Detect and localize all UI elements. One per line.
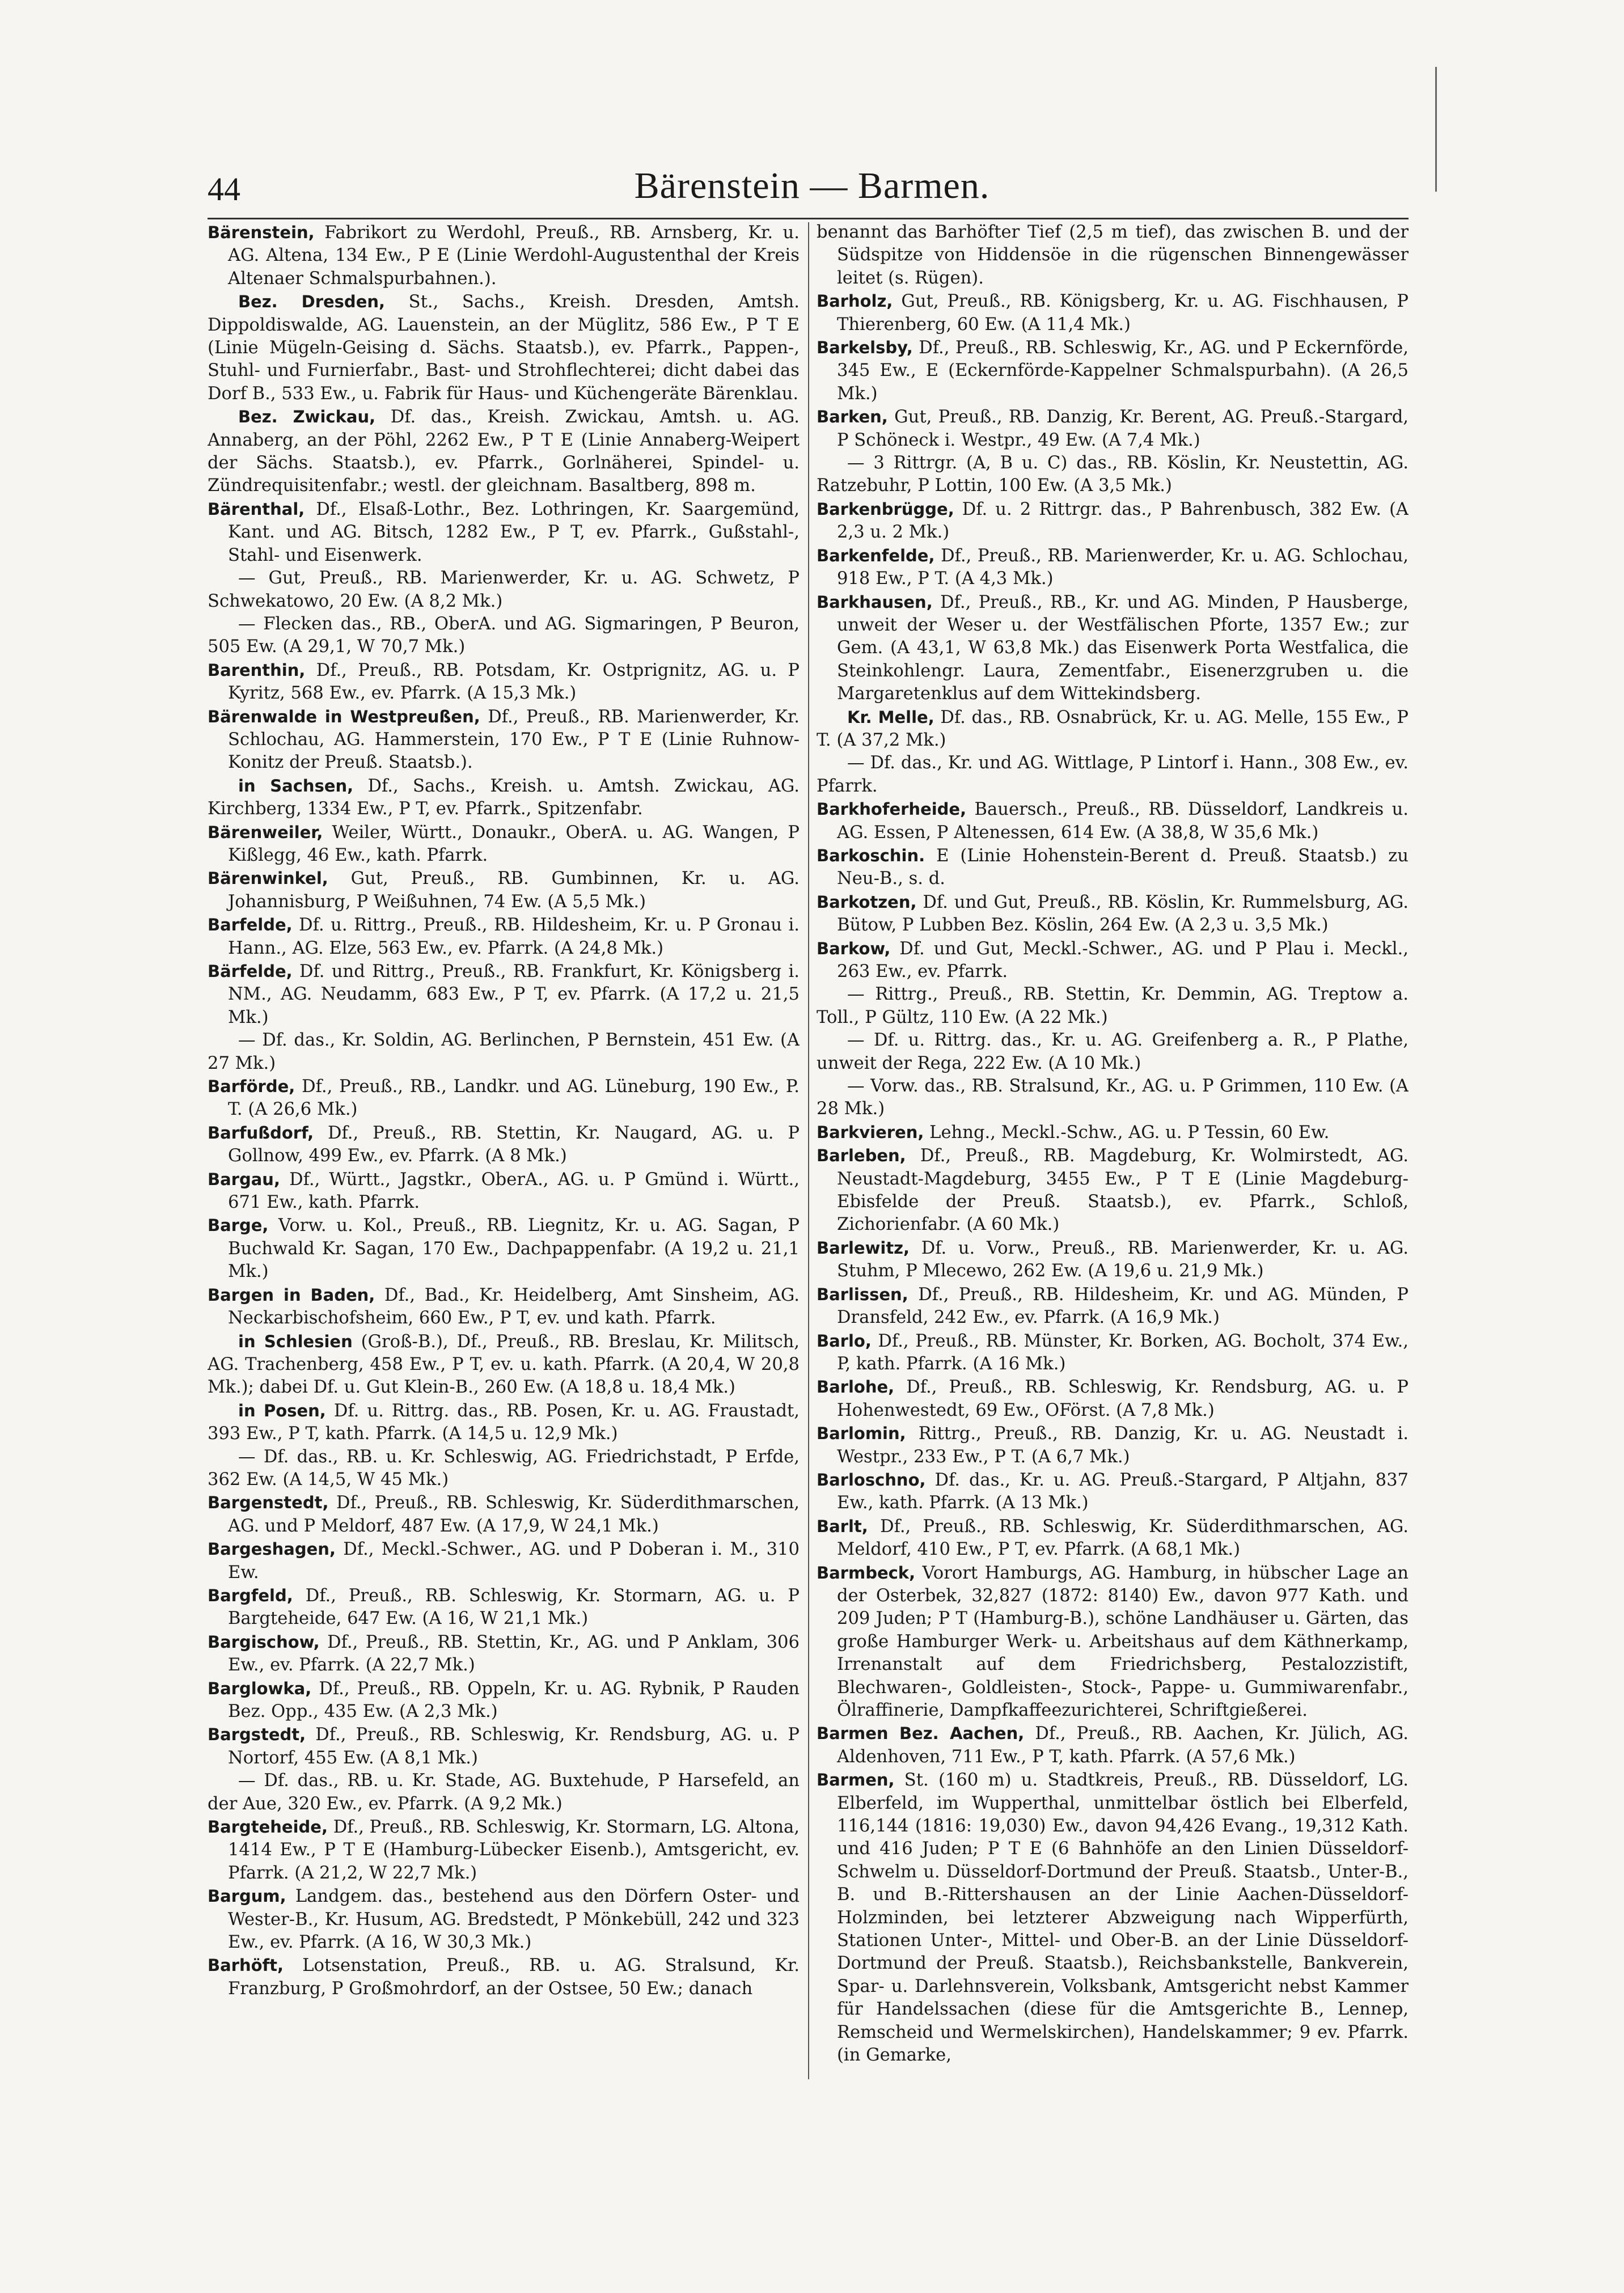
entry-text: Gut, Preuß., RB. Königsberg, Kr. u. AG. Fischhausen, P Thierenberg, 60 Ew. (A 11,4 Mk.) (837, 291, 1409, 335)
entry-text: Df., Preuß., RB., Landkr. und AG. Lüneburg, 190 Ew., P. T. (A 26,6 Mk.) (228, 1077, 800, 1120)
entry-text: Gut, Preuß., RB. Gumbinnen, Kr. u. AG. Johannisburg, P Weißuhnen, 74 Ew. (A 5,5 Mk.) (228, 869, 800, 912)
entry-text: Df. u. Rittrg., Preuß., RB. Hildesheim, Kr. u. P Gronau i. Hann., AG. Elze, 563 Ew., ev. Pfarrk. (A 24,8 Mk.) (228, 915, 800, 958)
entry-text: Vorort Hamburgs, AG. Hamburg, in hübscher Lage an der Osterbek, 32,827 (1872: 8140) Ew., davon 977 Kath. und 209 Juden; P T (Hamburg-B.), schöne Landhäuser u. Gärten, das große Hamburger Werk- u. Arbeitshaus auf dem Käthnerkamp, Irrenanstalt auf dem Friedrichsberg, Pestalozzistift, Blechwaren-, Goldleisten-, Stock-, Pappe- u. Gummiwarenfabr., Ölraffinerie, Dampfkaffeezurichterei, Schriftgießerei. (837, 1563, 1409, 1720)
dictionary-entry (208, 1029, 800, 1075)
dictionary-entry (208, 1122, 800, 1168)
dictionary-entry (817, 1469, 1409, 1515)
entry-text: — Df. das., RB. u. Kr. Schleswig, AG. Friedrichstadt, P Erfde, 362 Ew. (A 14,5, W 45 Mk.) (208, 1446, 800, 1490)
dictionary-entry (208, 1816, 800, 1885)
entry-headword: Barmen Bez. Aachen, (817, 1724, 1025, 1744)
dictionary-entry (208, 1284, 800, 1330)
entry-text: Df. und Rittrg., Preuß., RB. Frankfurt, Kr. Königsberg i. NM., AG. Neudamm, 683 Ew., P T, ev. Pfarrk. (A 17,2 u. 21,5 Mk.) (228, 962, 800, 1027)
entry-text: — Gut, Preuß., RB. Marienwerder, Kr. u. AG. Schwetz, P Schwekatowo, 20 Ew. (A 8,2 Mk.) (208, 568, 800, 611)
entry-headword: Barleben, (817, 1146, 906, 1166)
entry-text: — Df. u. Rittrg. das., Kr. u. AG. Greifenberg a. R., P Plathe, unweit der Rega, 222 Ew. (A 10 Mk.) (817, 1030, 1409, 1073)
entry-text: Rittrg., Preuß., RB. Danzig, Kr. u. AG. Neustadt i. Westpr., 233 Ew., P T. (A 6,7 Mk.) (837, 1424, 1409, 1467)
entry-headword: Bärenwalde in Westpreußen, (208, 706, 480, 726)
dictionary-entry (817, 221, 1409, 290)
entry-headword: Barkvieren, (817, 1122, 924, 1142)
dictionary-entry (817, 1769, 1409, 2067)
entry-text: Weiler, Württ., Donaukr., OberA. u. AG. Wangen, P Kißlegg, 46 Ew., kath. Pfarrk. (228, 822, 800, 865)
entry-headword: in Posen, (238, 1401, 326, 1420)
dictionary-entry (208, 867, 800, 913)
entry-headword: Kr. Melle, (847, 707, 934, 727)
dictionary-entry (208, 1677, 800, 1724)
entry-headword: Barholz, (817, 291, 893, 311)
dictionary-entry (817, 937, 1409, 984)
dictionary-entry (817, 591, 1409, 706)
entry-headword: Bargfeld, (208, 1585, 293, 1605)
dictionary-entry (817, 1144, 1409, 1237)
dictionary-entry (817, 706, 1409, 752)
entry-text: Df., Preuß., RB. Schleswig, Kr. Rendsburg, AG. u. P Nortorf, 455 Ew. (A 8,1 Mk.) (228, 1725, 800, 1768)
entry-text: Df., Preuß., RB. Potsdam, Kr. Ostprignitz, AG. u. P Kyritz, 568 Ew., ev. Pfarrk. (A 15,3 Mk.) (228, 660, 800, 704)
entry-headword: Bargum, (208, 1886, 286, 1906)
dictionary-entry (817, 1029, 1409, 1075)
dictionary-entry (208, 1885, 800, 1954)
entry-text: Df. und Gut, Meckl.-Schwer., AG. und P Plau i. Meckl., 263 Ew., ev. Pfarrk. (837, 938, 1409, 981)
dictionary-entry (817, 1075, 1409, 1121)
dictionary-entry (817, 1376, 1409, 1422)
entry-headword: Barlomin, (817, 1424, 906, 1444)
dictionary-entry (208, 1631, 800, 1677)
entry-text: Df. u. Rittrg. das., RB. Posen, Kr. u. AG. Fraustadt, 393 Ew., P T, kath. Pfarrk. (A 14,5 u. 12,9 Mk.) (208, 1401, 800, 1444)
page-number: 44 (208, 171, 240, 208)
dictionary-entry (208, 613, 800, 659)
entry-text: Df., Sachs., Kreish. u. Amtsh. Zwickau, AG. Kirchberg, 1334 Ew., P T, ev. Pfarrk., Spitzenfabr. (208, 776, 800, 819)
entry-headword: Barlewitz, (817, 1238, 910, 1258)
entry-headword: Bargstedt, (208, 1725, 306, 1745)
entry-headword: Barenthin, (208, 660, 306, 680)
entry-headword: in Schlesien (238, 1331, 353, 1351)
column-divider (808, 222, 809, 2079)
entry-text: Df., Preuß., RB. Aachen, Kr. Jülich, AG. Aldenhoven, 711 Ew., P T, kath. Pfarrk. (A 57,6 Mk.) (837, 1724, 1409, 1767)
entry-headword: Barkotzen, (817, 892, 917, 912)
dictionary-entry (208, 405, 800, 498)
entry-headword: Bargenstedt, (208, 1493, 329, 1513)
left-column (208, 221, 800, 2092)
entry-text: Df., Preuß., RB. Schleswig, Kr. Rendsburg, AG. u. P Hohenwestedt, 69 Ew., OFörst. (A 7,8 Mk.) (837, 1377, 1409, 1420)
dictionary-entry (208, 567, 800, 613)
entry-headword: Barhöft, (208, 1956, 284, 1975)
dictionary-entry (208, 1723, 800, 1770)
dictionary-entry (817, 498, 1409, 544)
entry-headword: Bärenthal, (208, 499, 305, 519)
dictionary-entry (208, 821, 800, 868)
entry-text: Fabrikort zu Werdohl, Preuß., RB. Arnsberg, Kr. u. AG. Altena, 134 Ew., P E (Linie Werdohl-Augustenthal der Kreis Altenaer Schmalspurbahnen.). (228, 223, 800, 289)
dictionary-entry (817, 798, 1409, 844)
entry-text: Lotsenstation, Preuß., RB. u. AG. Stralsund, Kr. Franzburg, P Großmohrdorf, an der Ostsee, 50 Ew.; danach (228, 1956, 800, 1999)
entry-headword: Barförde, (208, 1077, 295, 1097)
entry-text: Df., Preuß., RB. Oppeln, Kr. u. AG. Rybnik, P Rauden Bez. Opp., 435 Ew. (A 2,3 Mk.) (228, 1678, 800, 1721)
entry-text: Df. u. 2 Rittrgr. das., P Bahrenbusch, 382 Ew. (A 2,3 u. 2 Mk.) (837, 499, 1409, 543)
entry-text: St., Sachs., Kreish. Dresden, Amtsh. Dippoldiswalde, AG. Lauenstein, an der Müglitz, 586 Ew., P T E (Linie Mügeln-Geising d. Sächs. Staatsb.), ev. Pfarrk., Pappen-, Stuhl- und Furnierfabr., Bast- und Strohflechterei; dicht dabei das Dorf B., 533 Ew., u. Fabrik für Haus- und Küchengeräte Bärenklau. (208, 292, 800, 404)
entry-text: Df., Preuß., RB. Schleswig, Kr. Süderdithmarschen, AG. und P Meldorf, 487 Ew. (A 17,9, W 24,1 Mk.) (228, 1493, 800, 1536)
dictionary-entry (817, 752, 1409, 798)
entry-text: E (Linie Hohenstein-Berent d. Preuß. Staatsb.) zu Neu-B., s. d. (837, 845, 1409, 889)
dictionary-entry (208, 221, 800, 290)
dictionary-entry (208, 1075, 800, 1122)
entry-text: — Df. das., Kr. Soldin, AG. Berlinchen, P Bernstein, 451 Ew. (A 27 Mk.) (208, 1030, 800, 1073)
dictionary-entry (817, 844, 1409, 891)
entry-text: Df. das., RB. Osnabrück, Kr. u. AG. Melle, 155 Ew., P T. (A 37,2 Mk.) (817, 707, 1409, 750)
dictionary-entry (817, 1422, 1409, 1469)
entry-headword: Barge, (208, 1216, 269, 1236)
dictionary-entry (817, 1515, 1409, 1562)
dictionary-entry (208, 1770, 800, 1816)
dictionary-entry (817, 1237, 1409, 1283)
entry-headword: Bez. Dresden, (238, 292, 386, 312)
entry-headword: Bargteheide, (208, 1817, 328, 1837)
entry-text: Gut, Preuß., RB. Danzig, Kr. Berent, AG. Preuß.-Stargard, P Schöneck i. Westpr., 49 Ew. (A 7,4 Mk.) (837, 407, 1409, 450)
entry-text: Df., Preuß., RB. Marienwerder, Kr. u. AG. Schlochau, 918 Ew., P T. (A 4,3 Mk.) (837, 545, 1409, 589)
entry-text: Df., Preuß., RB. Stettin, Kr. Naugard, AG. u. P Gollnow, 499 Ew., ev. Pfarrk. (A 8 Mk.) (228, 1123, 800, 1166)
dictionary-entry (817, 452, 1409, 498)
entry-text: Df. das., Kreish. Zwickau, Amtsh. u. AG. Annaberg, an der Pöhl, 2262 Ew., P T E (Linie Annaberg-Weipert der Sächs. Staatsb.), ev. Pfarrk., Gorlnäherei, Spindel- u. Zündrequisitenfabr.; westl. der gleichnam. Basaltberg, 898 m. (208, 407, 800, 496)
dictionary-entry (817, 1722, 1409, 1769)
entry-headword: in Sachsen, (238, 776, 354, 796)
dictionary-entry (208, 1538, 800, 1584)
entry-headword: Barkenfelde, (817, 545, 935, 565)
entry-text: St. (160 m) u. Stadtkreis, Preuß., RB. Düsseldorf, LG. Elberfeld, im Wupperthal, unmittelbar östlich bei Elberfeld, 116,144 (1816: 19,030) Ew., davon 94,426 Evang., 19,312 Kath. und 416 Juden; P T E (6 Bahnhöfe an den Linien Düsseldorf-Schwelm u. Düsseldorf-Dortmund der Preuß. Staatsb., Unter-B., B. und B.-Rittershausen an der Linie Aachen-Düsseldorf-Holzminden, bei letzterer Abzweigung nach Wipperfürth, Stationen Unter-, Mittel- und Ober-B. an der Linie Düsseldorf-Dortmund der Preuß. Staatsb.), Reichsbankstelle, Bankverein, Spar- u. Darlehnsverein, Volksbank, Amtsgericht nebst Kammer für Handelssachen (diese für die Amtsgerichte B., Lennep, Remscheid und Wermelskirchen), Handelskammer; 9 ev. Pfarrk. (in Gemarke, (837, 1770, 1409, 2066)
entry-text: Bauersch., Preuß., RB. Düsseldorf, Landkreis u. AG. Essen, P Altenessen, 614 Ew. (A 38,8, W 35,6 Mk.) (837, 799, 1409, 843)
entry-text: Df., Preuß., RB. Schleswig, Kr. Stormarn, AG. u. P Bargteheide, 647 Ew. (A 16, W 21,1 Mk.) (228, 1585, 800, 1629)
entry-headword: Bargischow, (208, 1632, 320, 1652)
dictionary-entry (208, 290, 800, 405)
dictionary-entry (208, 1214, 800, 1283)
dictionary-entry (208, 659, 800, 705)
entry-text: Df. das., Kr. u. AG. Preuß.-Stargard, P Altjahn, 837 Ew., kath. Pfarrk. (A 13 Mk.) (837, 1470, 1409, 1513)
header-rule (208, 218, 1409, 219)
entry-text: Df., Preuß., RB. Marienwerder, Kr. Schlochau, AG. Hammerstein, 170 Ew., P T E (Linie Ruhnow-Konitz der Preuß. Staatsb.). (228, 706, 800, 773)
entry-headword: Barkhoferheide, (817, 799, 967, 819)
dictionary-entry (817, 290, 1409, 336)
entry-headword: Barlt, (817, 1516, 868, 1536)
dictionary-entry (817, 405, 1409, 452)
entry-headword: Barkelsby, (817, 338, 913, 358)
dictionary-entry (208, 960, 800, 1029)
entry-headword: Barmbeck, (817, 1563, 916, 1583)
entry-headword: Bärenweiler, (208, 822, 323, 842)
entry-headword: Bärfelde, (208, 962, 293, 981)
entry-headword: Bargen in Baden, (208, 1285, 375, 1305)
entry-headword: Barlissen, (817, 1284, 908, 1304)
entry-headword: Bärenwinkel, (208, 869, 328, 889)
entry-text: Df., Elsaß-Lothr., Bez. Lothringen, Kr. Saargemünd, Kant. und AG. Bitsch, 1282 Ew., P T, ev. Pfarrk., Gußstahl-, Stahl- und Eisenwerk. (228, 499, 800, 565)
entry-headword: Barkhausen, (817, 592, 933, 612)
entry-text: — Vorw. das., RB. Stralsund, Kr., AG. u. P Grimmen, 110 Ew. (A 28 Mk.) (817, 1076, 1409, 1119)
dictionary-entry (208, 1168, 800, 1215)
entry-headword: Barmen, (817, 1770, 895, 1790)
entry-text: benannt das Barhöfter Tief (2,5 m tief), das zwischen B. und der Südspitze von Hiddensöe in die rügenschen Binnengewässer leitet (s. Rügen). (817, 222, 1409, 288)
entry-text: — 3 Rittrgr. (A, B u. C) das., RB. Köslin, Kr. Neustettin, AG. Ratzebuhr, P Lottin, 100 Ew. (A 3,5 Mk.) (817, 453, 1409, 496)
entry-text: Df. und Gut, Preuß., RB. Köslin, Kr. Rummelsburg, AG. Bütow, P Lubben Bez. Köslin, 264 Ew. (A 2,3 u. 3,5 Mk.) (837, 892, 1409, 936)
entry-headword: Barfelde, (208, 915, 293, 935)
entry-headword: Barloschno, (817, 1470, 926, 1490)
running-head: Bärenstein — Barmen. (634, 165, 990, 206)
entry-headword: Barkow, (817, 938, 891, 958)
entry-headword: Bargeshagen, (208, 1539, 336, 1559)
right-column (817, 221, 1409, 2092)
dictionary-entry (817, 544, 1409, 591)
dictionary-entry (208, 1446, 800, 1492)
entry-headword: Bez. Zwickau, (238, 407, 376, 427)
dictionary-entry (208, 1954, 800, 2000)
entry-text: Lehng., Meckl.-Schw., AG. u. P Tessin, 60 Ew. (924, 1122, 1330, 1143)
entry-text: Df., Preuß., RB. Stettin, Kr., AG. und P Anklam, 306 Ew., ev. Pfarrk. (A 22,7 Mk.) (228, 1632, 800, 1676)
entry-text: Landgem. das., bestehend aus den Dörfern Oster- und Wester-B., Kr. Husum, AG. Bredstedt, P Mönkebüll, 242 und 323 Ew., ev. Pfarrk. (A 16, W 30,3 Mk.) (228, 1886, 800, 1953)
dictionary-entry (208, 775, 800, 821)
dictionary-entry (208, 913, 800, 960)
entry-text: (Groß-B.), Df., Preuß., RB. Breslau, Kr. Militsch, AG. Trachenberg, 458 Ew., P T, ev. u. kath. Pfarrk. (A 20,4, W 20,8 Mk.); dabei Df. u. Gut Klein-B., 260 Ew. (A 18,8 u. 18,4 Mk.) (208, 1331, 800, 1398)
dictionary-entry (817, 1283, 1409, 1330)
entry-headword: Barglowka, (208, 1678, 312, 1698)
entry-text: — Df. das., RB. u. Kr. Stade, AG. Buxtehude, P Harsefeld, an der Aue, 320 Ew., ev. Pfarrk. (A 9,2 Mk.) (208, 1771, 800, 1814)
entry-text: Df., Preuß., RB. Magdeburg, Kr. Wolmirstedt, AG. Neustadt-Magdeburg, 3455 Ew., P T E (Linie Magdeburg-Ebisfelde der Preuß. Staatsb.), ev. Pfarrk., Schloß, Zichorienfabr. (A 60 Mk.) (837, 1146, 1409, 1235)
dictionary-entry (817, 1330, 1409, 1376)
entry-headword: Barken, (817, 407, 888, 427)
entry-text: — Df. das., Kr. und AG. Wittlage, P Lintorf i. Hann., 308 Ew., ev. Pfarrk. (817, 753, 1409, 796)
entry-text: — Rittrg., Preuß., RB. Stettin, Kr. Demmin, AG. Treptow a. Toll., P Gültz, 110 Ew. (A 22 Mk.) (817, 984, 1409, 1027)
dictionary-entry (208, 1330, 800, 1399)
dictionary-entry (817, 1562, 1409, 1723)
entry-text: — Flecken das., RB., OberA. und AG. Sigmaringen, P Beuron, 505 Ew. (A 29,1, W 70,7 Mk.) (208, 614, 800, 657)
entry-text: Df., Preuß., RB. Hildesheim, Kr. und AG. Münden, P Dransfeld, 242 Ew., ev. Pfarrk. (A 16,9 Mk.) (837, 1284, 1409, 1328)
entry-headword: Barlo, (817, 1331, 872, 1351)
dictionary-entry (817, 983, 1409, 1029)
entry-headword: Barlohe, (817, 1377, 895, 1397)
entry-text: Df., Preuß., RB., Kr. und AG. Minden, P Hausberge, unweit der Weser u. der Westfälischen Pforte, 1357 Ew.; zur Gem. (A 43,1, W 63,8 Mk.) das Eisenwerk Porta Westfalica, die Steinkohlengr. Laura, Zementfabr., Eisenerzgruben u. die Margaretenklus auf dem Wittekindsberg. (837, 592, 1409, 704)
entry-text: Df., Bad., Kr. Heidelberg, Amt Sinsheim, AG. Neckarbischofsheim, 660 Ew., P T, ev. und kath. Pfarrk. (228, 1285, 800, 1329)
entry-text: Df., Preuß., RB. Schleswig, Kr. Stormarn, LG. Altona, 1414 Ew., P T E (Hamburg-Lübecker Eisenb.), Amtsgericht, ev. Pfarrk. (A 21,2, W 22,7 Mk.) (228, 1817, 800, 1883)
dictionary-entry (208, 1399, 800, 1446)
entry-text: Df., Preuß., RB. Schleswig, Kr. Süderdithmarschen, AG. Meldorf, 410 Ew., P T, ev. Pfarrk. (A 68,1 Mk.) (837, 1516, 1409, 1560)
entry-text: Df., Preuß., RB. Münster, Kr. Borken, AG. Bocholt, 374 Ew., P, kath. Pfarrk. (A 16 Mk.) (837, 1331, 1409, 1374)
entry-headword: Barkoschin. (817, 845, 925, 865)
entry-headword: Bargau, (208, 1169, 280, 1189)
dictionary-entry (208, 1584, 800, 1631)
dictionary-entry (208, 498, 800, 567)
entry-text: Df., Württ., Jagstkr., OberA., AG. u. P Gmünd i. Württ., 671 Ew., kath. Pfarrk. (228, 1169, 800, 1213)
entry-text: Df. u. Vorw., Preuß., RB. Marienwerder, Kr. u. AG. Stuhm, P Mlecewo, 262 Ew. (A 19,6 u. 21,9 Mk.) (837, 1238, 1409, 1281)
entry-text: Df., Preuß., RB. Schleswig, Kr., AG. und P Eckernförde, 345 Ew., E (Eckernförde-Kappelner Schmalspurbahn). (A 26,5 Mk.) (837, 338, 1409, 404)
dictionary-entry (817, 891, 1409, 937)
dictionary-entry (208, 705, 800, 775)
dictionary-entry (817, 1121, 1409, 1144)
dictionary-entry (817, 336, 1409, 405)
entry-headword: Bärenstein, (208, 223, 315, 242)
entry-text: Df., Meckl.-Schwer., AG. und P Doberan i. M., 310 Ew. (228, 1539, 800, 1583)
entry-headword: Barkenbrügge, (817, 499, 954, 519)
entry-headword: Barfußdorf, (208, 1123, 314, 1143)
entry-text: Vorw. u. Kol., Preuß., RB. Liegnitz, Kr. u. AG. Sagan, P Buchwald Kr. Sagan, 170 Ew., Dachpappenfabr. (A 19,2 u. 21,1 Mk.) (228, 1216, 800, 1282)
dictionary-entry (208, 1491, 800, 1538)
